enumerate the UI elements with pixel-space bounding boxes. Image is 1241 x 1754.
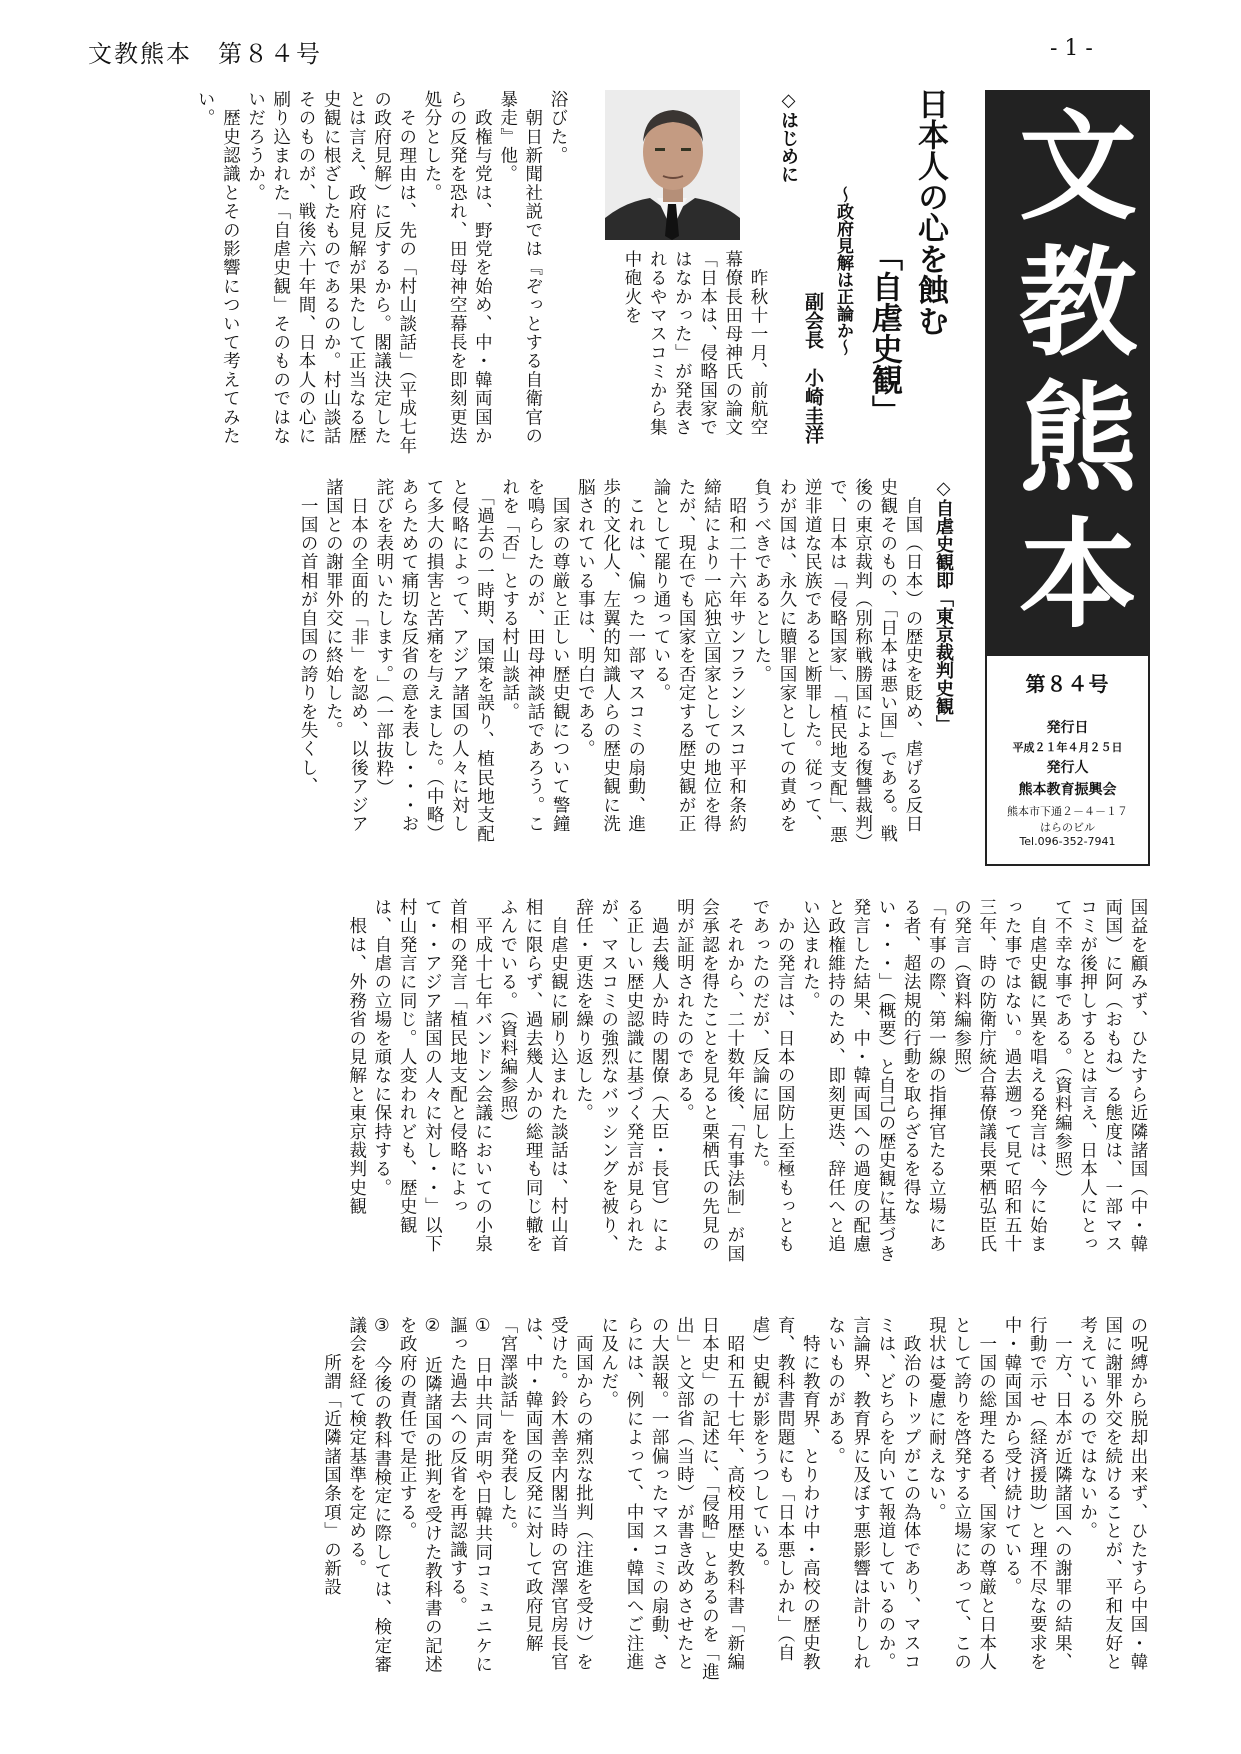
publisher-label: 発行人	[1046, 760, 1089, 776]
column-textbook: の呪縛から脱却出来ず、ひたすら中国・韓国に謝罪外交を続けることが、平和友好と考えているのではないか。 一方、日本が近隣諸国への謝罪の結果、行動で示せ（経済援助）と理不尽な要求を中・韓両国から受け続けている。 一国の総理たる者、国家の尊厳と日本人として誇りを啓発する立場にあって、この現状は憂慮に耐えない。 政治のトップがこの為体であり、マスコミは、どちらを向いて報道しているのか。言論界、教育界に及ぼす悪影響は計りしれないものがある。 特に教育界、とりわけ中・高校の歴史教育、教科書問題にも「日本悪しかれ」（自虐）史観が影をうつしている。 昭和五十七年、高校用歴史教科書「新編日本史」の記述に、「侵略」とあるのを「進出」と文部省（当時）が書き改めさせたとの大誤報。一部偏ったマスコミの扇動、さらには、例によって、中国・韓国へご注進に及んだ。 両国からの痛烈な批判（注進を受け）を受けた。鈴木善幸内閣当時の宮澤官房長官は、中・韓両国の反発に対して政府見解「宮澤談話」を発表した。 ① 日中共同声明や日韓共同コミュニケに謳った過去への反省を再認識する。 ② 近隣諸国の批判を受けた教科書の記述を政府の責任で是正する。 ③ 今後の教科書検定に際しては、検定審議会を経て検定基準を定める。 所謂「近隣諸国条項」の新設	[321, 1316, 1148, 1682]
publisher-name: 熊本教育振興会	[1018, 782, 1117, 798]
column-tokyo-trial: 自国（日本）の歴史を貶め、虐げる反日史観そのもの、「日本は悪い国」である。戦後の東京裁判（別称戦勝国による復讐裁判）で、日本は「侵略国家」、「植民地支配」、悪逆非道な民族であると断罪した。従って、わが国は、永久に贖罪国家としての責めを負うべきであるとした。 昭和二十六年サンフランシスコ平和条約締結により一応独立国家としての地位を得たが、現在でも国家を否定する歴史観が正論として罷り通っている。 これは、偏った一部マスコミの扇動、進歩的文化人、左翼的知識人らの歴史観に洗脳されている事は、明白である。 国家の尊厳と正しい歴史観について警鐘を鳴らしたのが、田母神談話であろう。これを「否」とする村山談話。 「過去の一時期、国策を誤り、植民地支配と侵略によって、アジア諸国の人々に対して多大の損害と苦痛を与えました。（中略）あらためて痛切な反省の意を表し・・・お詫びを表明いたします。」（一部抜粋） 日本の全面的「非」を認め、以後アジア諸国との謝罪外交に終始した。 一国の首相が自国の誇りを失くし、	[298, 478, 923, 845]
running-header: 文教熊本 第８４号	[88, 40, 322, 68]
column-intro-continued: 浴びた。 朝日新聞社説では『ぞっとする自衛官の暴走』他。 政権与党は、野党を始め、中・韓両国からの反発を恐れ、田母神空幕長を即刻更迭処分とした。 その理由は、先の「村山談話」（平成七年の政府見解）に反するから。閣議決定したとは言え、政府見解が果たして正当なる歴史観に根ざしたものであるのか。村山談話そのものが、戦後六十年間、日本人の心に刷り込まれた「自虐史観」そのものではないだろうか。 歴史認識とその影響について考えてみたい。	[195, 90, 568, 456]
section-heading-intro: ◇はじめに	[778, 90, 799, 183]
page-number: - 1 -	[1050, 36, 1093, 61]
publisher-address: 熊本市下通２－４－１７	[1007, 805, 1128, 818]
publisher-tel: Tel.096-352-7941	[1019, 835, 1116, 848]
column-resignation: 国益を顧みず、ひたすら近隣諸国（中・韓両国）に阿（おもね）る態度は、一部マスコミが後押しするとは言え、日本人にとって不幸な事である。（資料編参照） 自虐史観に異を唱える発言は、今に始まった事ではない。過去遡って見て昭和五十三年、時の防衛庁統合幕僚議長栗栖弘臣氏の発言（資料編参照） 「有事の際、第一線の指揮官たる立場にある者、超法規的行動を取らざるを得ない・・・」（概要）と自己の歴史観に基づき発言した結果、中・韓両国への過度の配慮と政権維持のため、即刻更迭、辞任へと追い込まれた。 かの発言は、日本の国防上至極もっともであったのだが、反論に屈した。 それから、二十数年後、「有事法制」が国会承認を得たことを見ると栗栖氏の先見の明が証明されたのである。 過去幾人か時の閣僚（大臣・長官）による正しい歴史認識に基づく発言が見られたが、マスコミの強烈なバッシングを被り、辞任・更迭を繰り返した。 自虐史観に刷り込まれた談話は、村山首相に限らず、過去幾人かの総理も同じ轍をふんでいる。（資料編参照） 平成十七年バンドン会議においての小泉首相の発言「植民地支配と侵略によって・・アジア諸国の人々に対し・・」以下村山発言に同じ。人変われども、歴史観は、自虐の立場を頑なに保持する。 根は、外務省の見解と東京裁判史観	[346, 898, 1148, 1264]
date-label: 発行日	[1046, 720, 1089, 736]
headline-main: 日本人の心を蝕む	[912, 88, 948, 336]
headline-subtitle: ～政府見解は正論か～	[833, 186, 853, 356]
publisher-building: はらのビル	[1040, 821, 1095, 834]
issue-date: 平成２１年４月２５日	[1012, 741, 1123, 754]
masthead-title: 文教熊本	[999, 104, 1137, 648]
publication-info	[985, 656, 1150, 866]
headline-quote: 「自虐史観」	[866, 240, 902, 426]
author-portrait	[605, 90, 740, 240]
byline: 副会長 小崎圭洋	[802, 292, 824, 444]
section-heading-tokyo-trial: ◇自虐史観即「東京裁判史観」	[933, 478, 954, 733]
issue-number: 第８４号	[1025, 672, 1110, 696]
column-intro: 昨秋十一月、前航空幕僚長田母神氏の論文「日本は、侵略国家ではなかった」が発表されるやマスコミから集中砲火を	[621, 250, 768, 437]
